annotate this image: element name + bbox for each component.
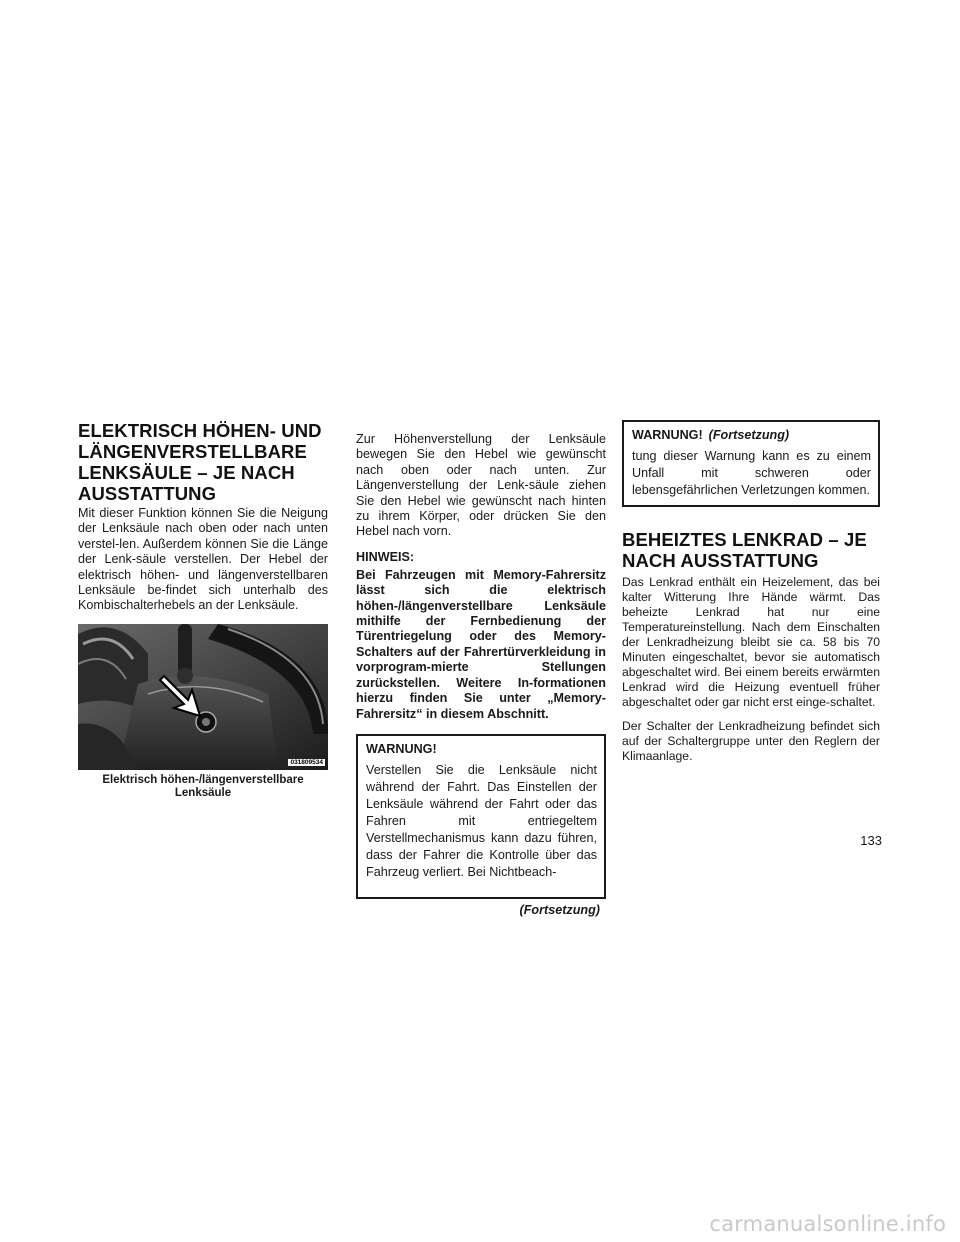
steering-column-photo (78, 624, 328, 770)
warning-text: tung dieser Warnung kann es zu einem Unfall mit schweren oder lebensgefährlichen Verletzungen kommen. (632, 449, 871, 497)
caption-line: Elektrisch höhen-/längenverstellbare (102, 773, 304, 786)
page-number: 133 (860, 833, 882, 848)
column-two (356, 432, 606, 917)
body-paragraph: Mit dieser Funktion können Sie die Neigung der Lenksäule nach oben oder nach unten verstel-len. Außerdem können Sie die Länge der Lenk-säule verstellen. Der Hebel der elektrisch höhen- und längenverstellbaren Lenksäule be-findet sich unterhalb des Kombischalterhebels an der Lenksäule. (78, 506, 328, 613)
heading-line: AUSSTATTUNG (78, 483, 217, 504)
column-three (622, 420, 880, 773)
figure-code: 031809534 (290, 758, 323, 766)
section-heading (78, 420, 328, 504)
note-body: Bei Fahrzeugen mit Memory-Fahrersitz lässt sich die elektrisch höhen-/längenverstellbare Lenksäule mithilfe der Fernbedienung der Türentriegelung oder des Memory-Schalters auf der Fahrertürverkleidung in vorprogram-mierte Stellungen zurückstellen. Weitere In-formationen hierzu finden Sie unter „Memory-Fahrersitz“ in diesem Abschnitt. (356, 567, 606, 721)
heated-wheel-paragraph: Das Lenkrad enthält ein Heizelement, das bei kalter Witterung Ihre Hände wärmt. Das beheizte Lenkrad hat nur eine Temperatureinstellung. Nach dem Einschalten der Lenkradheizung bleibt sie ca. 58 bis 70 Minuten eingeschaltet, bevor sie automatisch abgeschaltet wird. Bei einem bereits erwärmten Lenkrad wird die Heizung eventuell früher abgeschaltet oder gar nicht erst einge-schaltet. (622, 575, 880, 709)
watermark: carmanualsonline.info (709, 1212, 946, 1236)
heading-line: LÄNGENVERSTELLBARE (78, 441, 307, 462)
adjustment-paragraph: Zur Höhenverstellung der Lenksäule bewegen Sie den Hebel wie gewünscht nach oben oder nach unten. Zur Längenverstellung der Lenk-säule ziehen Sie den Hebel wie gewünscht nach hinten zu ihrem Körper, oder drücken Sie den Hebel nach vorn. (356, 432, 606, 539)
warning-box-continued (622, 420, 880, 507)
continued-label: (Fortsetzung) (519, 902, 600, 917)
heated-wheel-switch-paragraph: Der Schalter der Lenkradheizung befindet sich auf der Schaltergruppe unter den Reglern der Klimaanlage. (622, 719, 880, 763)
figure-caption (78, 774, 328, 801)
steering-column-illustration (78, 624, 328, 770)
section-heading (622, 529, 880, 571)
heading-line: ELEKTRISCH HÖHEN- UND (78, 420, 322, 441)
warning-title (632, 428, 871, 442)
warning-title-text: WARNUNG! (632, 428, 703, 442)
warning-text: Verstellen Sie die Lenksäule nicht während der Fahrt. Das Einstellen der Lenksäule während der Fahrt oder das Fahren mit entriegeltem Verstellmechanismus kann dazu führen, dass der Fahrer die Kontrolle über das Fahrzeug verliert. Bei Nichtbeach- (366, 762, 597, 879)
heading-line: NACH AUSSTATTUNG (622, 550, 819, 571)
heading-line: LENKSÄULE – JE NACH (78, 462, 295, 483)
heading-line: BEHEIZTES LENKRAD – JE (622, 529, 867, 550)
warning-continued-label: (Fortsetzung) (708, 428, 790, 442)
section-power-tilt-telescope-column (78, 420, 328, 801)
caption-line: Lenksäule (174, 787, 232, 800)
warning-title: WARNUNG! (366, 741, 437, 756)
note-label: HINWEIS: (356, 549, 415, 564)
warning-box (356, 734, 606, 899)
